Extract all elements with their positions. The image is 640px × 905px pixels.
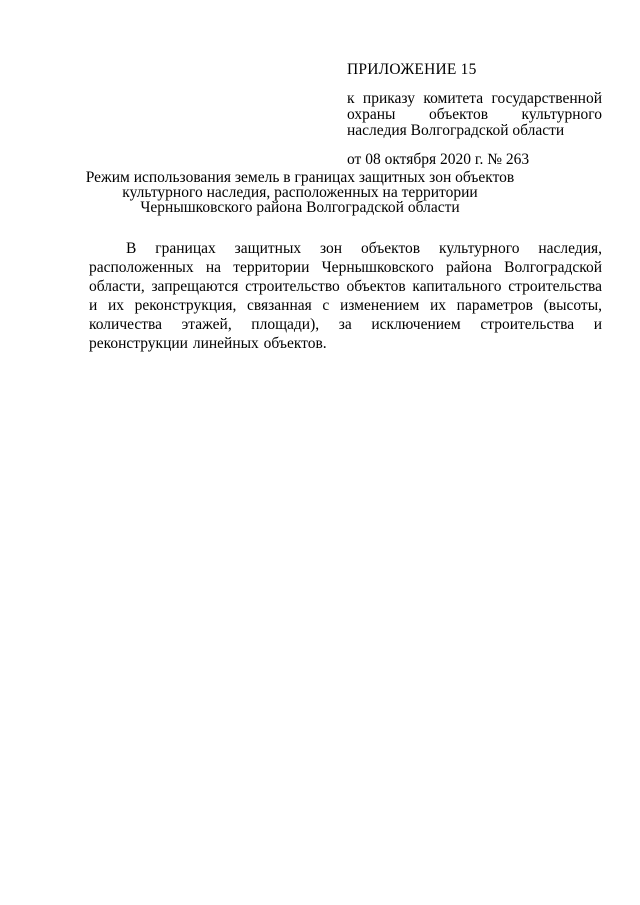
appendix-order-date: от 08 октября 2020 г. № 263 [347,151,530,168]
appendix-block [347,62,602,168]
document-title: Режим использования земель в границах защитных зон объектов культурного наследия, расположенных на территории Чернышковского района Волгоградской области [85,169,515,216]
document-paragraph: В границах защитных зон объектов культурного наследия, расположенных на территории Чернышковского района Волгоградской области, запрещаются строительство объектов капитального строительства и их реконструкция, связанная с изменением их параметров (высоты, количества этажей, площади), за исключением строительства и реконструкции линейных объектов. [89,240,602,352]
appendix-order-reference: к приказу комитета государственной охраны объектов культурного наследия Волгоградской области [347,90,602,139]
appendix-title: ПРИЛОЖЕНИЕ 15 [347,61,477,78]
